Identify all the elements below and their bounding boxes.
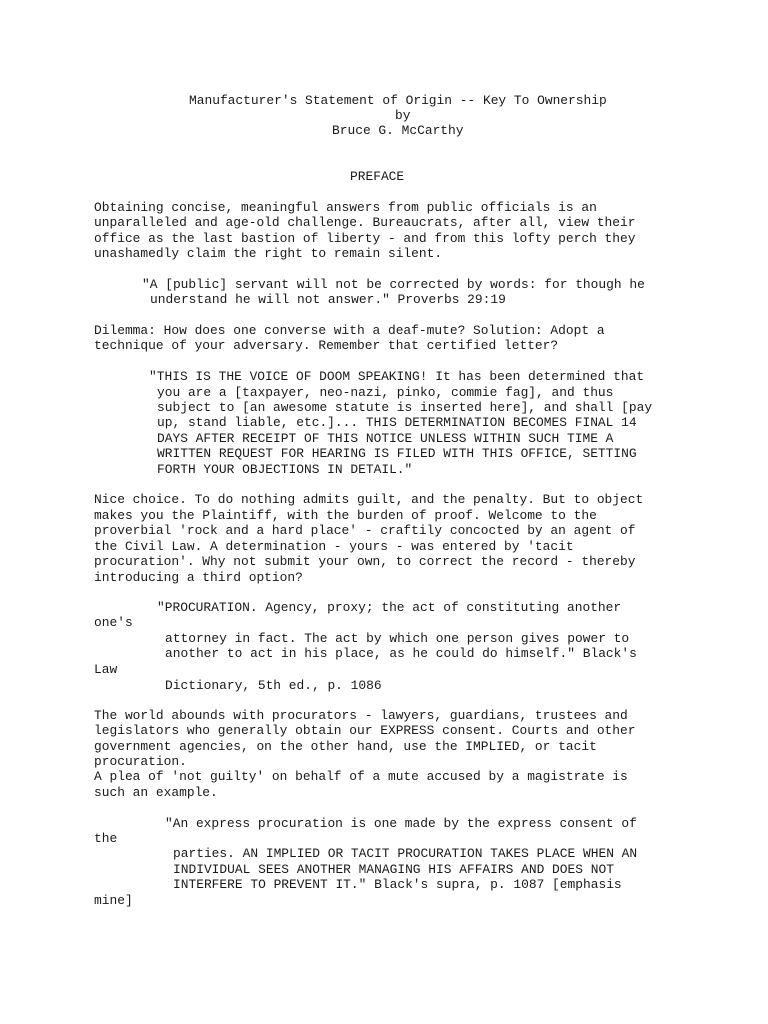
text-line: introducing a third option? bbox=[94, 570, 303, 585]
text-line: procuration'. Why not submit your own, to correct the record - thereby bbox=[94, 554, 636, 569]
quote-line: "An express procuration is one made by the express consent of bbox=[165, 816, 637, 831]
text-line: such an example. bbox=[94, 785, 218, 800]
quote-line: up, stand liable, etc.]... THIS DETERMINATION BECOMES FINAL 14 bbox=[157, 415, 637, 430]
text-line: proverbial 'rock and a hard place' - craftily concocted by an agent of bbox=[94, 523, 636, 538]
document-title: Manufacturer's Statement of Origin -- Key To Ownership bbox=[189, 93, 607, 108]
text-line: The world abounds with procurators - lawyers, guardians, trustees and bbox=[94, 708, 628, 723]
quote-line: INTERFERE TO PREVENT IT." Black's supra, p. 1087 [emphasis bbox=[173, 877, 622, 892]
quote-line: one's bbox=[94, 615, 133, 630]
byline-by: by bbox=[395, 108, 411, 123]
text-line: Nice choice. To do nothing admits guilt, and the penalty. But to object bbox=[94, 492, 644, 507]
text-line: legislators who generally obtain our EXPRESS consent. Courts and other bbox=[94, 723, 636, 738]
author-name: Bruce G. McCarthy bbox=[332, 123, 464, 138]
text-line: government agencies, on the other hand, use the IMPLIED, or tacit bbox=[94, 739, 597, 754]
quote-line: WRITTEN REQUEST FOR HEARING IS FILED WITH THIS OFFICE, SETTING bbox=[157, 446, 637, 461]
quote-line: "A [public] servant will not be corrected by words: for though he bbox=[142, 277, 645, 292]
quote-line: attorney in fact. The act by which one person gives power to bbox=[165, 631, 630, 646]
quote-line: "PROCURATION. Agency, proxy; the act of constituting another bbox=[157, 600, 622, 615]
text-line: unashamedly claim the right to remain silent. bbox=[94, 246, 443, 261]
text-line: unparalleled and age-old challenge. Bureaucrats, after all, view their bbox=[94, 215, 636, 230]
quote-line: "THIS IS THE VOICE OF DOOM SPEAKING! It has been determined that bbox=[149, 369, 645, 384]
preface-heading: PREFACE bbox=[350, 169, 405, 184]
quote-line: you are a [taxpayer, neo-nazi, pinko, commie fag], and thus bbox=[157, 385, 614, 400]
text-line: Dilemma: How does one converse with a deaf-mute? Solution: Adopt a bbox=[94, 323, 605, 338]
text-line: the Civil Law. A determination - yours - was entered by 'tacit bbox=[94, 539, 574, 554]
quote-line: another to act in his place, as he could do himself." Black's bbox=[165, 646, 637, 661]
quote-line: Dictionary, 5th ed., p. 1086 bbox=[165, 678, 382, 693]
quote-line: DAYS AFTER RECEIPT OF THIS NOTICE UNLESS WITHIN SUCH TIME A bbox=[157, 431, 614, 446]
text-line: office as the last bastion of liberty - and from this lofty perch they bbox=[94, 231, 636, 246]
text-line: procuration. bbox=[94, 754, 187, 769]
quote-line: INDIVIDUAL SEES ANOTHER MANAGING HIS AFFAIRS AND DOES NOT bbox=[173, 862, 614, 877]
text-line: technique of your adversary. Remember that certified letter? bbox=[94, 338, 559, 353]
text-line: Obtaining concise, meaningful answers from public officials is an bbox=[94, 200, 597, 215]
quote-line: understand he will not answer." Proverbs 29:19 bbox=[150, 292, 506, 307]
text-line: A plea of 'not guilty' on behalf of a mute accused by a magistrate is bbox=[94, 769, 628, 784]
quote-line: the bbox=[94, 831, 118, 846]
quote-line: FORTH YOUR OBJECTIONS IN DETAIL." bbox=[157, 462, 413, 477]
text-line: makes you the Plaintiff, with the burden of proof. Welcome to the bbox=[94, 508, 597, 523]
quote-line: parties. AN IMPLIED OR TACIT PROCURATION TAKES PLACE WHEN AN bbox=[173, 846, 638, 861]
quote-line: mine] bbox=[94, 893, 133, 908]
quote-line: Law bbox=[94, 662, 118, 677]
quote-line: subject to [an awesome statute is inserted here], and shall [pay bbox=[157, 400, 653, 415]
